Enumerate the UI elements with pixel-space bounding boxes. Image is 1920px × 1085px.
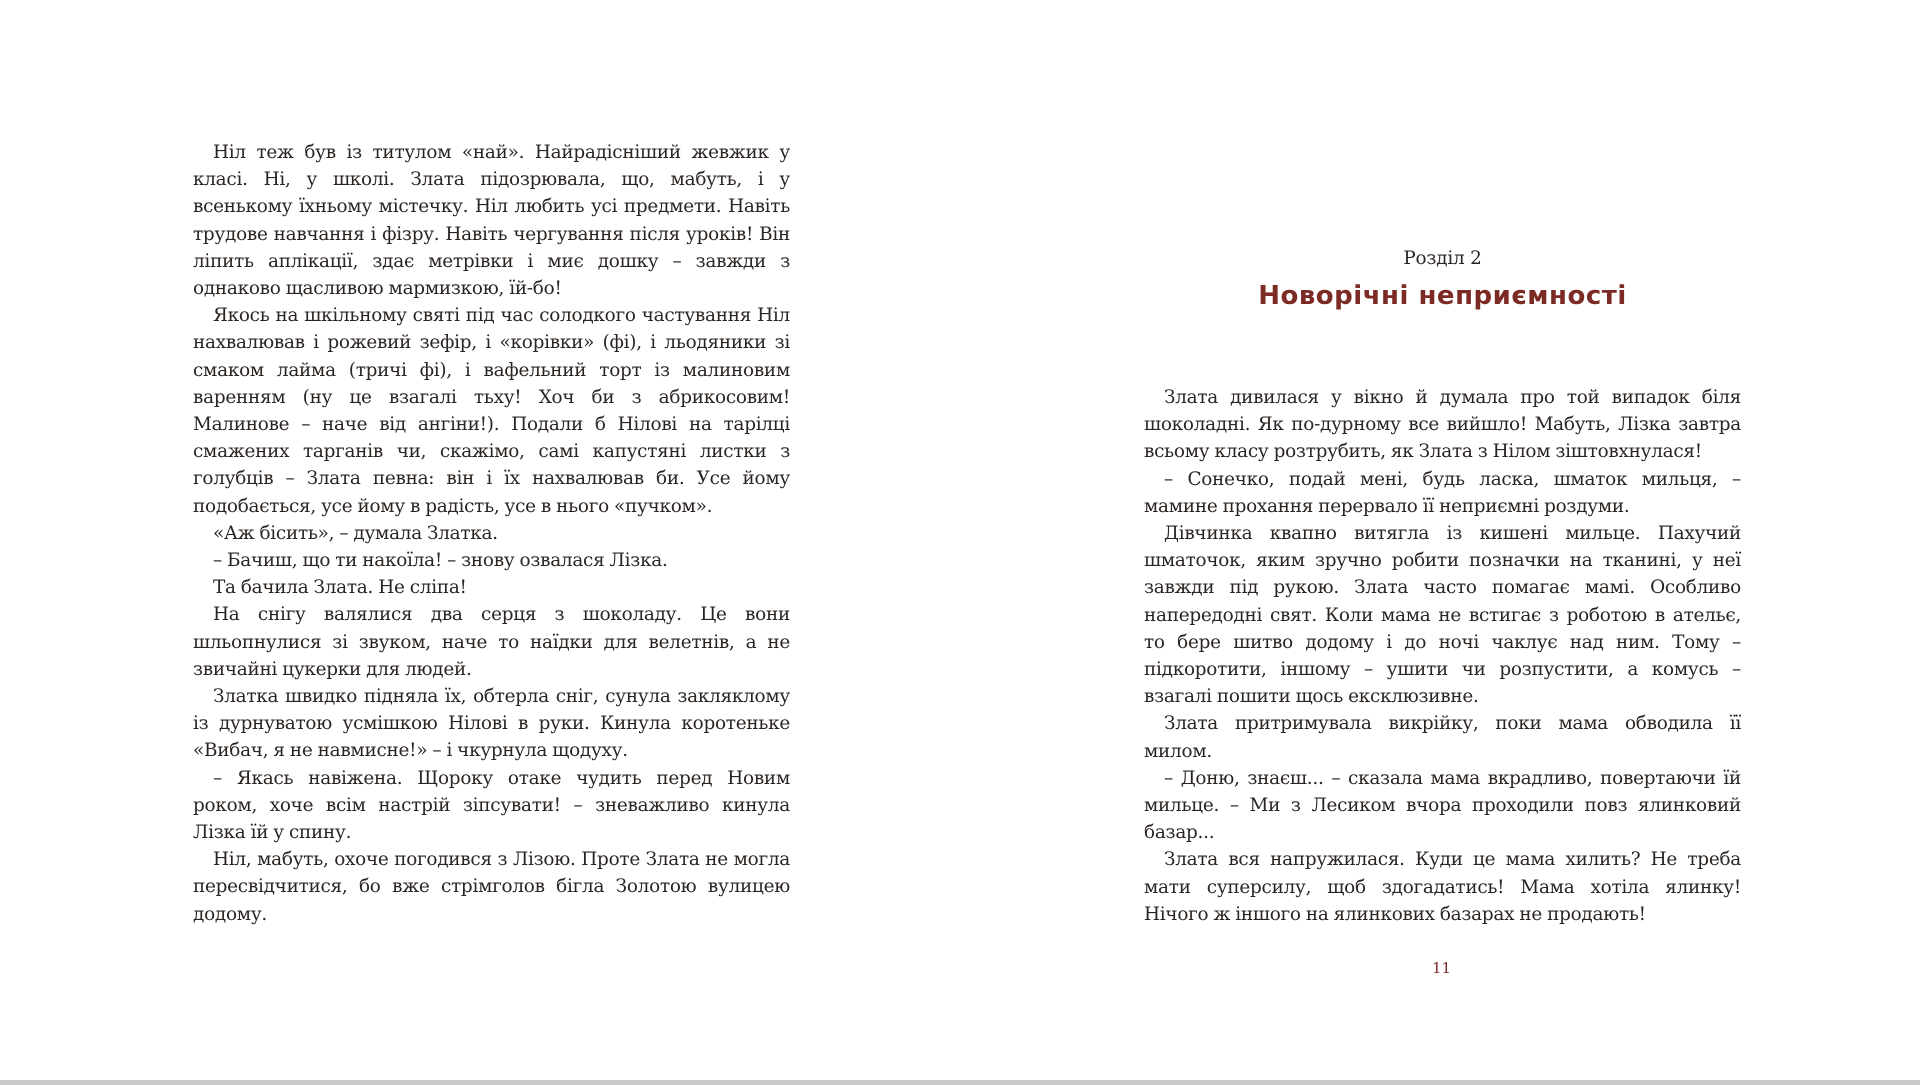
paragraph: – Якась навіжена. Щороку отаке чудить перед Новим роком, хоче всім настрій зіпсувати! – зневажливо кинула Лізка їй у спину. [193, 767, 790, 844]
paragraph: Злата притримувала викрійку, поки мама обводила її милом. [1144, 713, 1741, 762]
page-number: 11 [1432, 959, 1452, 977]
paragraph: «Аж бісить», – думала Златка. [213, 522, 498, 544]
paragraph: Дівчинка квапно витягла із кишені мильце. Пахучий шматочок, яким зручно робити позначки на тканині, у неї завжди під рукою. Злата часто помагає мамі. Особливо напередодні свят. Коли мама не встигає з роботою в ательє, то бере шитво додому і до ночі чаклує над ним. Тому – підкоротити, іншому – ушити чи розпустити, а комусь – взагалі пошити щось ексклюзивне. [1144, 523, 1741, 708]
viewer-bottom-edge [0, 1080, 1920, 1085]
left-page-text [193, 139, 790, 928]
paragraph: Злата дивилася у вікно й думала про той випадок біля шоколадні. Як по-дурному все вийшло! Мабуть, Лізка завтра всьому класу розтрубить, як Злата з Нілом зіштовхнулася! [1144, 387, 1741, 463]
chapter-heading [1144, 245, 1741, 313]
right-page-text [1144, 384, 1741, 928]
paragraph: – Бачиш, що ти накоїла! – знову озвалася Лізка. [213, 550, 668, 572]
paragraph: – Доню, знаєш... – сказала мама вкрадливо, повертаючи їй мильце. – Ми з Лесиком вчора проходили повз ялинковий базар... [1144, 767, 1741, 844]
paragraph: Та бачила Злата. Не сліпа! [213, 577, 467, 599]
chapter-title: Новорічні неприємності [1258, 281, 1627, 311]
paragraph: Якось на шкільному святі під час солодкого частування Ніл нахвалював і рожевий зефір, і «корівки» (фі), і льодяники зі смаком лайма (тричі фі), і вафельний торт із малиновим варенням (ну це взагалі тьху! Хоч би з абрикосовим! Малинове – наче від ангіни!). Подали б Нілові на тарілці смажених тарганів чи, скажімо, самі капустяні листки з голубців – Злата певна: він і їх нахвалював би. Усе йому подобається, усе йому в радість, усе в нього «пучком». [193, 305, 790, 517]
chapter-label: Розділ 2 [1403, 248, 1482, 269]
paragraph: Ніл, мабуть, охоче погодився з Лізою. Проте Злата не могла пересвідчитися, бо вже стрімголов бігла Золотою вулицею додому. [193, 849, 790, 925]
paragraph: Ніл теж був із титулом «най». Найрадісніший жевжик у класі. Ні, у школі. Злата підозрювала, що, мабуть, і у всенькому їхньому містечку. Ніл любить усі предмети. Навіть трудове навчання і фізру. Навіть чергування після уроків! Він ліпить аплікації, здає метрівки і миє дошку – завжди з однаково щасливою мармизкою, їй-бо! [193, 142, 790, 300]
paragraph: – Сонечко, подай мені, будь ласка, шматок мильця, – мамине прохання перервало її неприємні роздуми. [1144, 468, 1741, 517]
paragraph: На снігу валялися два серця з шоколаду. Це вони шльопнулися зі звуком, наче то наїдки для велетнів, а не звичайні цукерки для людей. [193, 604, 790, 680]
paragraph: Злата вся напружилася. Куди це мама хилить? Не треба мати суперсилу, щоб здогадатись! Мама хотіла ялинку! Нічого ж іншого на ялинкових базарах не продають! [1144, 849, 1741, 925]
paragraph: Златка швидко підняла їх, обтерла сніг, сунула закляклому із дурнуватою усмішкою Нілові в руки. Кинула коротеньке «Вибач, я не навмисне!» – і чкурнула щодуху. [193, 686, 790, 762]
